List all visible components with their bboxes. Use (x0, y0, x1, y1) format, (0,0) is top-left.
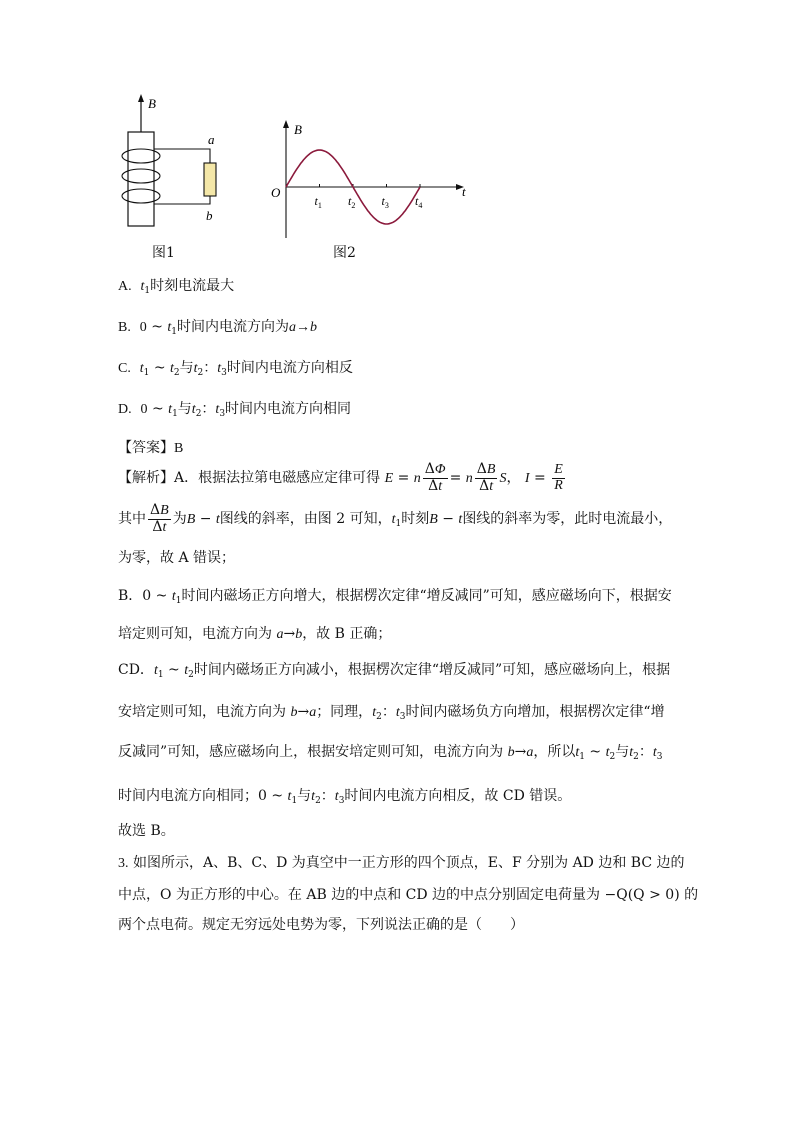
option-b: B. 0 ~ $t_1$时间内电流方向为a→b (118, 319, 318, 337)
fig1-label-a: a (208, 132, 215, 147)
fig2-label-t: t (462, 184, 466, 199)
answer-line: 【答案】B (118, 440, 184, 456)
tick-label-t2: $t_2$ (348, 194, 356, 210)
fig1-label-B: B (148, 96, 156, 111)
figure-1 (110, 92, 230, 262)
fig2-label-O: O (271, 185, 281, 200)
option-a: A. $t_1$时刻电流最大 (118, 278, 235, 296)
coil-circuit-diagram (110, 92, 230, 262)
analysis-cd-line-2: 安培定则可知，电流方向为 b→a；同理，$t_2$：$t_3$时间内磁场负方向增加，根据楞次定律“增 (118, 704, 665, 722)
tick-label-t1: $t_1$ (314, 194, 322, 210)
question-3-line-3: 两个点电荷。规定无穷远处电势为零，下列说法正确的是（ ） (118, 917, 524, 933)
question-3-line-1: 3. 如图所示，A、B、C、D 为真空中一正方形的四个顶点，E、F 分别为 AD 边和 BC 边的 (118, 855, 685, 871)
analysis-cd-line-4: 时间内电流方向相同；0 ~ $t_1$与$t_2$：$t_3$时间内电流方向相反，故 CD 错误。 (118, 788, 572, 806)
question-3-line-2: 中点，O 为正方形的中心。在 AB 边的中点和 CD 边的中点分别固定电荷量为 −Q(Q > 0) 的 (118, 887, 699, 903)
analysis-a-line-1: 【解析】A．根据法拉第电磁感应定律可得 E = n $\frac{\Delta\Phi}{\Delta t}$ = n $\frac{\Delta B}{\Delta t}$ S， I = $\frac{E}{R}$ (118, 461, 563, 494)
b-t-graph (262, 112, 482, 242)
analysis-b-line-2: 培定则可知，电流方向为 a→b，故 B 正确； (118, 626, 392, 642)
figure-2-caption: 图2 (333, 245, 356, 261)
fig2-label-B: B (294, 122, 302, 137)
option-c: C. $t_1$ ~ $t_2$与$t_2$：$t_3$时间内电流方向相反 (118, 360, 353, 378)
figure-1-caption: 图1 (152, 245, 175, 261)
fig1-label-b: b (206, 208, 213, 223)
figure-2 (262, 112, 482, 242)
tick-label-t3: $t_3$ (381, 194, 389, 210)
analysis-b-line-1: B．0 ~ $t_1$时间内磁场正方向增大，根据楞次定律“增反减同”可知，感应磁场向下，根据安 (118, 588, 672, 606)
option-d: D. 0 ~ $t_1$与$t_2$：$t_3$时间内电流方向相同 (118, 401, 352, 419)
resistor (204, 163, 216, 196)
analysis-a-line-2: 其中 $\frac{\Delta B}{\Delta t}$ 为B − t图线的斜率，由图 2 可知，$t_1$时刻B − t图线的斜率为零，此时电流最小， (118, 502, 673, 535)
analysis-conclusion: 故选 B。 (118, 823, 175, 839)
analysis-cd-line-1: CD．$t_1$ ~ $t_2$时间内磁场正方向减小，根据楞次定律“增反减同”可知，感应磁场向上，根据 (118, 662, 671, 680)
analysis-a-line-3: 为零，故 A 错误； (118, 550, 236, 566)
analysis-cd-line-3: 反减同”可知，感应磁场向上，根据安培定则可知，电流方向为 b→a，所以$t_1$ ~ $t_2$与$t_2$：$t_3$ (118, 744, 663, 762)
tick-label-t4: $t_4$ (415, 194, 423, 210)
